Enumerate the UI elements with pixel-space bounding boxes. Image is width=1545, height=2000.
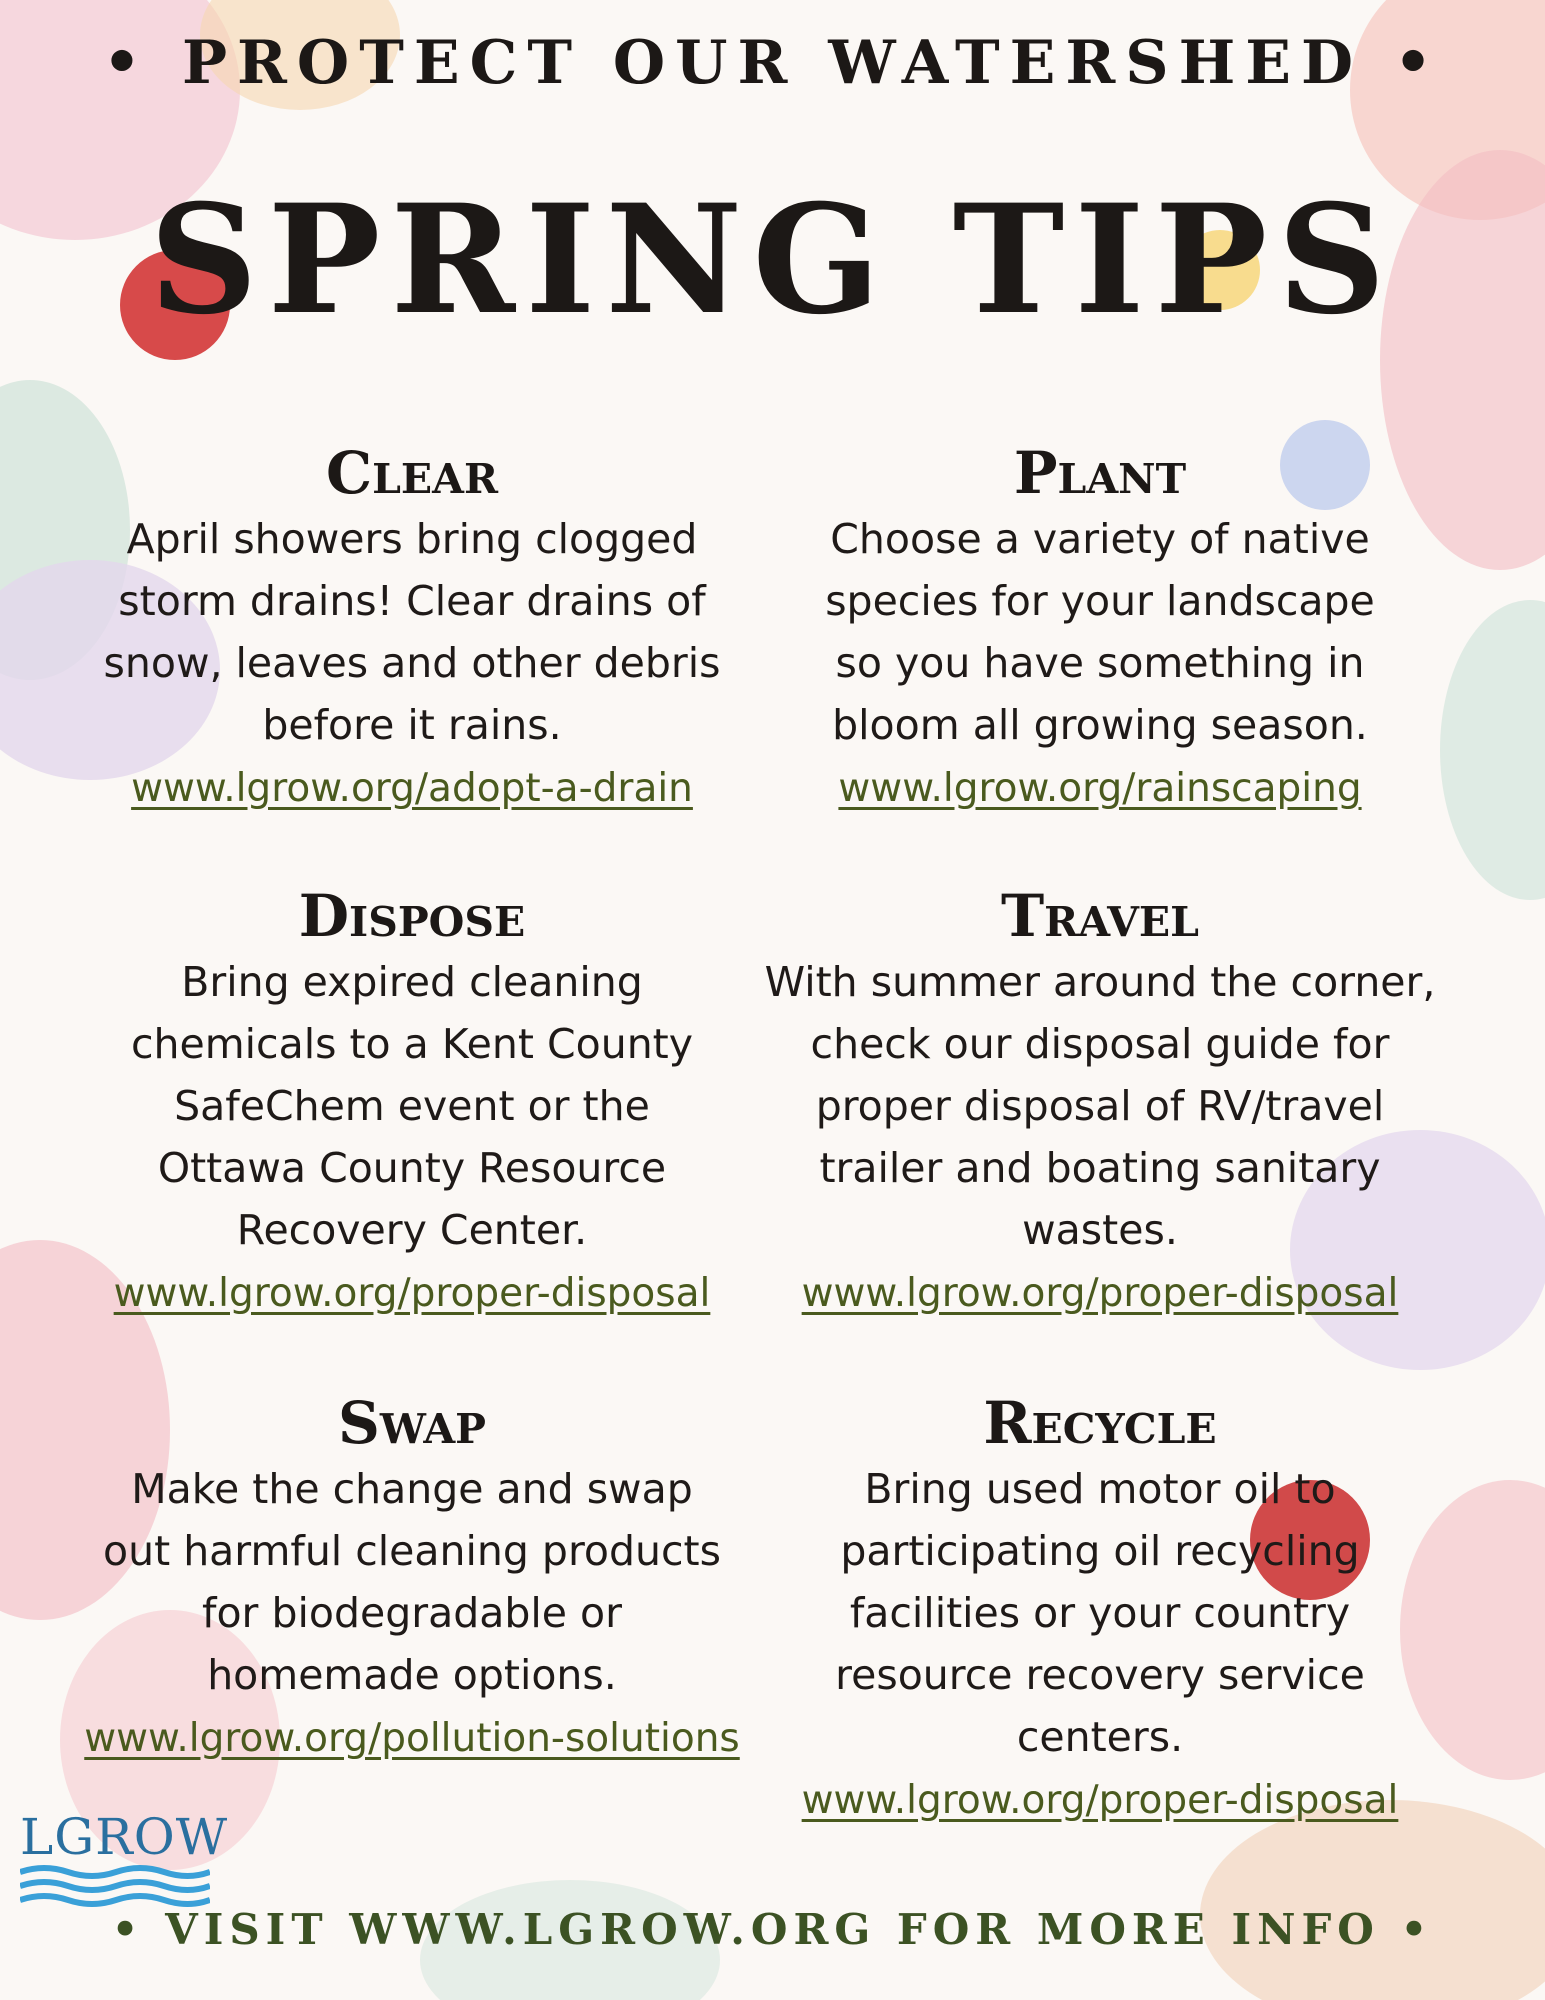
- tip-link[interactable]: www.lgrow.org/adopt-a-drain: [131, 765, 693, 811]
- tip-link[interactable]: www.lgrow.org/pollution-solutions: [84, 1715, 740, 1761]
- tip-heading: Clear: [325, 439, 499, 507]
- tip-link[interactable]: www.lgrow.org/proper-disposal: [113, 1270, 711, 1316]
- tip-swap: [62, 1389, 762, 1770]
- lgrow-logo: [20, 1808, 229, 1916]
- tip-text: Make the change and swap out harmful cleaning products for biodegradable or homemade options.: [103, 1464, 721, 1699]
- footer-more-info: • VISIT WWW.LGROW.ORG FOR MORE INFO •: [111, 1905, 1434, 1954]
- tip-link[interactable]: www.lgrow.org/proper-disposal: [801, 1777, 1399, 1823]
- tip-text: With summer around the corner, check our disposal guide for proper disposal of RV/travel trailer and boating sanitary wastes.: [764, 957, 1436, 1254]
- tip-dispose: [62, 882, 762, 1325]
- tip-text: Choose a variety of native species for your landscape so you have something in bloom all growing season.: [825, 514, 1375, 749]
- tip-travel: [750, 882, 1450, 1325]
- tip-heading: Travel: [1001, 882, 1199, 950]
- tip-recycle: [750, 1389, 1450, 1832]
- tip-heading: Plant: [1013, 439, 1187, 507]
- tip-plant: [750, 439, 1450, 820]
- tip-heading: Recycle: [983, 1389, 1217, 1457]
- page-title: SPRING TIPS: [149, 172, 1396, 348]
- tip-text: Bring expired cleaning chemicals to a Kent County SafeChem event or the Ottawa County Resource Recovery Center.: [130, 957, 694, 1254]
- tip-link[interactable]: www.lgrow.org/proper-disposal: [801, 1270, 1399, 1316]
- tip-heading: Dispose: [298, 882, 526, 950]
- watershed-kicker: • PROTECT OUR WATERSHED •: [102, 28, 1443, 98]
- tip-link[interactable]: www.lgrow.org/rainscaping: [838, 765, 1362, 811]
- tip-clear: [62, 439, 762, 820]
- tip-heading: Swap: [338, 1389, 486, 1457]
- tip-text: Bring used motor oil to participating oil recycling facilities or your country resource recovery service centers.: [835, 1464, 1365, 1761]
- logo-wordmark: LGROW: [20, 1808, 229, 1866]
- tip-text: April showers bring clogged storm drains! Clear drains of snow, leaves and other debris before it rains.: [103, 514, 721, 749]
